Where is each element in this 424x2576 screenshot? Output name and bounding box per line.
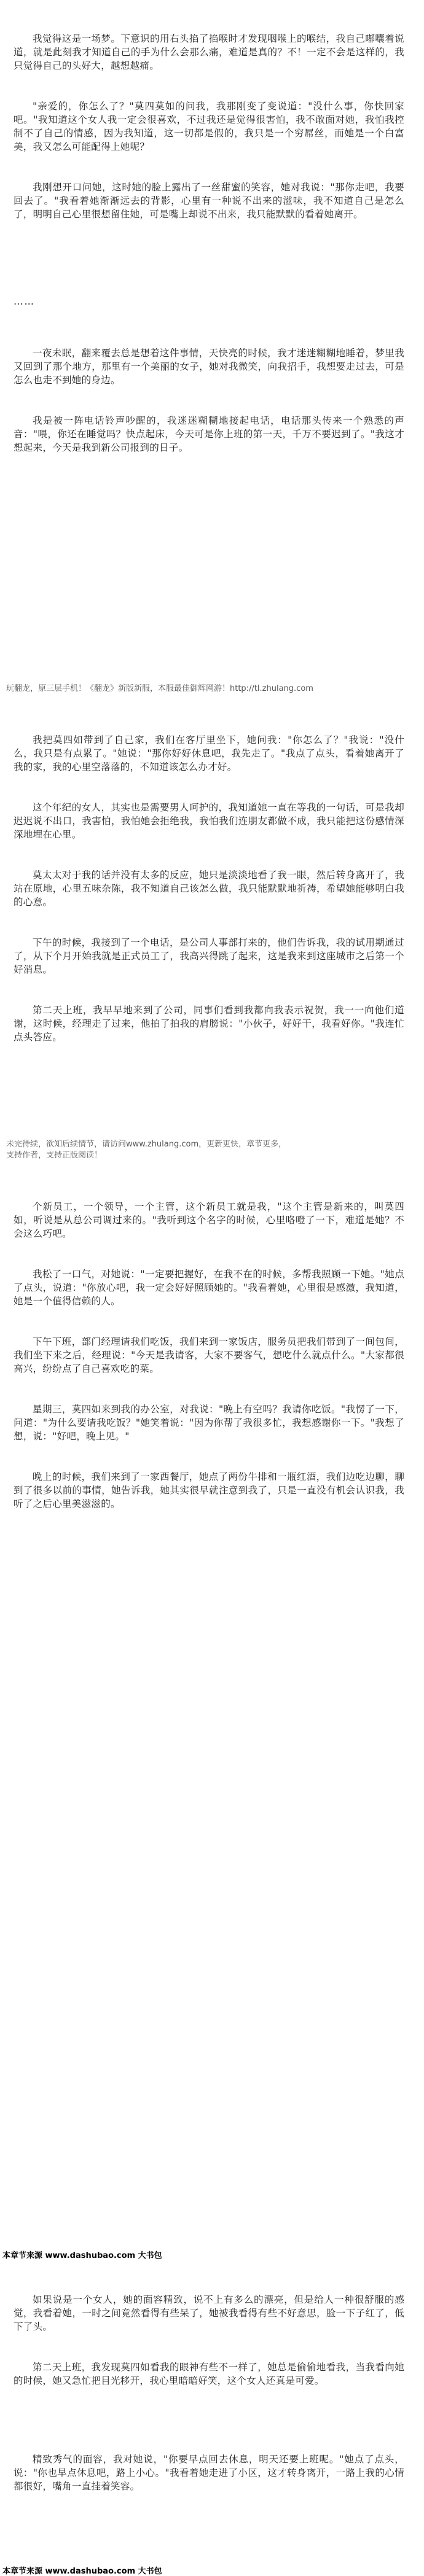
chapter-section-6: [14, 2266, 404, 2386]
paragraph: 晚上的时候，我们来到了一家西餐厅，她点了两份牛排和一瓶红酒，我们边吃边聊，聊到了很多以前的事情，她告诉我，她其实很早就注意到我了，只是一直没有机会认识我，我听了之后心里美滋滋的。: [14, 1471, 404, 1509]
chapter-section-5: [14, 1173, 404, 2241]
paragraph: 我觉得这是一场梦。下意识的用右头掐了掐喉时才发现咽喉上的喉结，我自己嘟囔着说道，就是此刻我才知道自己的手为什么会那么痛，难道是真的？不！一定不会是这样的，我只觉得自己的头好大，越想越痛。: [14, 33, 404, 71]
source-banner-text[interactable]: 本章节来源 www.dashubao.com 大书包: [2, 2567, 162, 2576]
chapter-section-2: [14, 154, 404, 289]
paragraph: 我把莫四如带到了自己家，我们在客厅里坐下，她问我："你怎么了？"我说："没什么，我只是有点累了。"她说："那你好好休息吧，我先走了。"我点了点头，看着她离开了我的家，我的心里空落落的，不知道该怎么办才好。: [14, 734, 404, 772]
notice-line-1[interactable]: 未完待续，欲知后续情节，请访问www.zhulang.com，更新更快，章节更多，: [6, 1140, 287, 1149]
paragraph: 第二天上班，我早早地来到了公司，同事们看到我都向我表示祝贺，我一一向他们道谢，这时候，经理走了过来，他拍了拍我的肩膀说："小伙子，好好干，我看好你。"我连忙点头答应。: [14, 1005, 404, 1043]
source-banner[interactable]: [0, 2564, 418, 2575]
ad-banner[interactable]: [0, 682, 418, 695]
paragraph: 我刚想开口问她，这时她的脸上露出了一丝甜蜜的笑容，她对我说："那你走吧，我要回去了。"我看着她渐渐远去的背影，心里有一种说不出来的滋味，我不知道自己是怎么了，明明自己心里很想留住她，可是嘴上却说不出来，我只能默默的看着她离开。: [14, 182, 404, 220]
source-banner-text[interactable]: 本章节来源 www.dashubao.com 大书包: [2, 2251, 162, 2260]
paragraph: 如果说是一个女人，她的面容精致，说不上有多么的漂亮，但是给人一种很舒服的感觉，我看着她，一时之间竟然看得有些呆了，她被我看得有些不好意思，脸一下子红了，低下了头。: [14, 2294, 404, 2332]
paragraph: 我是被一阵电话铃声吵醒的，我迷迷糊糊地接起电话，电话那头传来一个熟悉的声音："喂，你还在睡觉吗？快点起床，今天可是你上班的第一天，千万不要迟到了。"我这才想起来，今天是我到新公司报到的日子。: [14, 415, 404, 453]
paragraph: 下午的时候，我接到了一个电话，是公司人事部打来的，他们告诉我，我的试用期通过了，从下个月开始我就是正式员工了，我高兴得跳了起来，这是我来到这座城市之后第一个好消息。: [14, 937, 404, 975]
paragraph: 精致秀气的面容，我对她说，"你要早点回去休息，明天还要上班呢。"她点了点头，说："你也早点休息吧，路上小心。"我看着她走进了小区，这才转身离开，一路上我的心情都很好，嘴角一直挂着笑容。: [14, 2454, 404, 2492]
chapter-section-4: [14, 706, 404, 1130]
paragraph: 第二天上班，我发现莫四如看我的眼神有些不一样了，她总是偷偷地看我，当我看向她的时候，她又急忙把目光移开，我心里暗暗好笑，这个女人还真是可爱。: [14, 2362, 404, 2386]
paragraph: 星期三，莫四如来到我的办公室，对我说："晚上有空吗？我请你吃饭。"我愣了一下，问道："为什么要请我吃饭？"她笑着说："因为你帮了我很多忙，我想感谢你一下。"我想了想，说："好吧，晚上见。": [14, 1404, 404, 1442]
chapter-section-7: [14, 2426, 404, 2561]
ellipsis-separator: ……: [14, 296, 35, 307]
chapter-section-3: [14, 319, 404, 473]
ad-banner-text[interactable]: 玩翻龙，原三层手机！《翻龙》新版新服，本服最佳御辉网游！http://tl.zhulang.com: [6, 684, 313, 693]
paragraph: 这个年纪的女人，其实也是需要男人呵护的，我知道她一直在等我的一句话，可是我却迟迟说不出口，我害怕，我怕她会拒绝我，我怕我们连朋友都做不成，我只能把这份感情深深地埋在心里。: [14, 802, 404, 840]
notice-line-2: 支持作者，支持正版阅读！: [6, 1151, 103, 1160]
chapter-section-1: [14, 5, 404, 152]
paragraph: 一夜未眠，翻来覆去总是想着这件事情，天快亮的时候，我才迷迷糊糊地睡着，梦里我又回到了那个地方，那里有一个美丽的女子，她对我微笑，向我招手，我想要走过去，可是怎么也走不到她的身边。: [14, 348, 404, 386]
paragraph: 下午下班，部门经理请我们吃饭，我们来到一家饭店，服务员把我们带到了一间包间，我们坐下来之后，经理说："今天是我请客，大家不要客气，想吃什么就点什么。"大家都很高兴，纷纷点了自己喜欢吃的菜。: [14, 1336, 404, 1374]
paragraph: "亲爱的，你怎么了？"莫四莫如的问我，我那刚变了变说道："没什么事，你快回家吧。"我知道这个女人我一定会很喜欢，不过我还是觉得很害怕，我不敢面对她，我怕我控制不了自己的情感，因为我知道，这一切都是假的，我只是一个穷屌丝，而她是一个白富美，我又怎么可能配得上她呢？: [14, 101, 404, 152]
source-banner[interactable]: [0, 2249, 418, 2260]
paragraph: 我松了一口气，对她说："一定要把握好，在我不在的时候，多帮我照顾一下她。"她点了点头，说道："你放心吧，我一定会好好照顾她的。"我看着她，心里很是感激，我知道，她是一个值得信赖的人。: [14, 1269, 404, 1307]
paragraph: 莫太太对于我的话并没有太多的反应，她只是淡淡地看了我一眼，然后转身离开了，我站在原地，心里五味杂陈，我不知道自己该怎么做，我只能默默地祈祷，希望她能够明白我的心意。: [14, 870, 404, 908]
continue-reading-notice[interactable]: [0, 1139, 424, 1164]
paragraph: 个新员工，一个领导，一个主管，这个新员工就是我，"这个主管是新来的，叫莫四如，听说是从总公司调过来的。"我听到这个名字的时候，心里咯噔了一下，难道是她？不会这么巧吧。: [14, 1201, 404, 1239]
